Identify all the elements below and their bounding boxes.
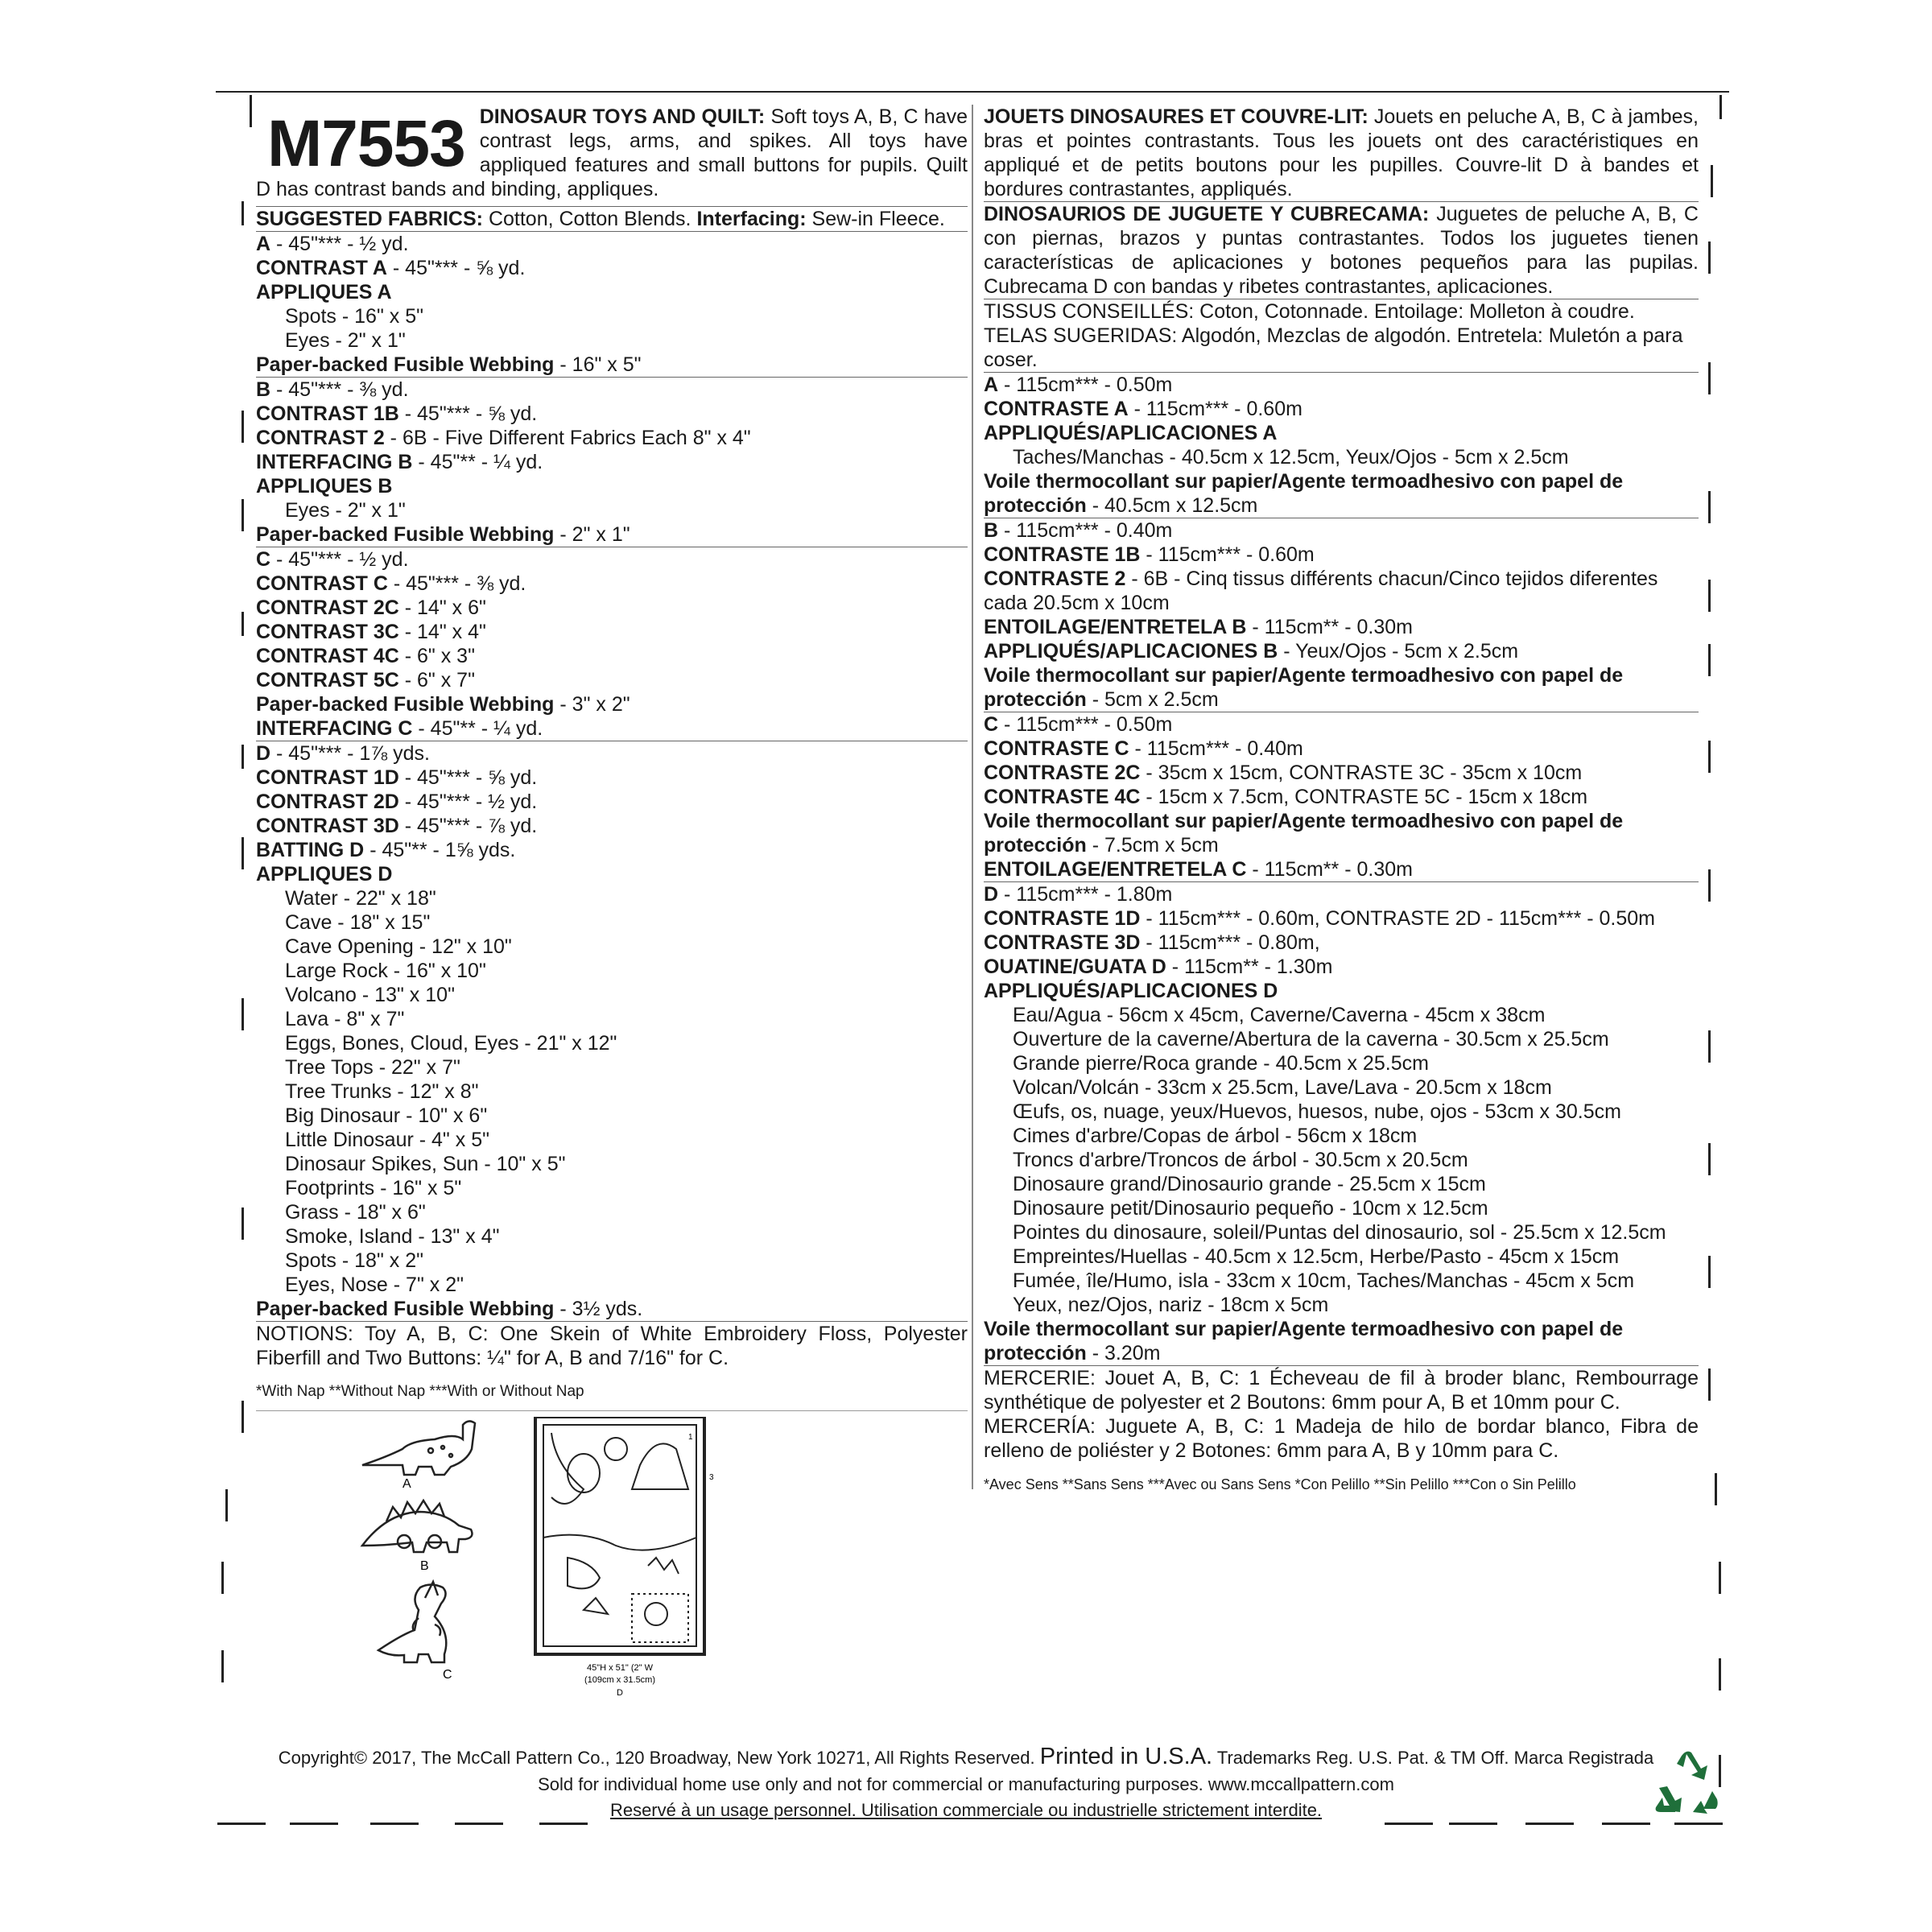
toy-c-label: C	[443, 1668, 452, 1682]
fr-line	[984, 785, 1699, 809]
fr-line	[984, 469, 1699, 518]
fr-line	[984, 809, 1699, 857]
edge-tick	[1708, 1256, 1711, 1288]
fr-line	[984, 615, 1699, 639]
fr-line: Œufs, os, nuage, yeux/Huevos, huesos, nube, ojos - 53cm x 30.5cm	[1013, 1100, 1621, 1123]
cut-dash	[1674, 1823, 1723, 1825]
fr-line: Yeux, nez/Ojos, nariz - 18cm x 5cm	[1013, 1294, 1329, 1316]
line-label: APPLIQUÉS/APLICACIONES B	[984, 640, 1278, 663]
spanish-intro	[984, 201, 1699, 299]
edge-tick	[1708, 869, 1711, 902]
line-value: - 45"*** - ½ yd.	[270, 233, 409, 255]
trademarks: Trademarks Reg. U.S. Pat. & TM Off. Marca Registrada	[1216, 1748, 1654, 1768]
line-label: CONTRAST C	[256, 572, 388, 595]
en-line: Little Dinosaur - 4" x 5"	[285, 1129, 489, 1151]
french-title: JOUETS DINOSAURES ET COUVRE-LIT:	[984, 105, 1368, 128]
line-label: Voile thermocollant sur papier/Agente termoadhesivo con papel de protección	[984, 810, 1624, 857]
english-column	[256, 105, 968, 1411]
line-value: - Yeux/Ojos - 5cm x 2.5cm	[1278, 640, 1519, 663]
quilt-corner-label-1: 1	[688, 1433, 693, 1442]
fr-line: Pointes du dinosaure, soleil/Puntas del dinosaurio, sol - 25.5cm x 12.5cm	[1013, 1221, 1666, 1244]
fr-line: Troncs d'arbre/Troncos de árbol - 30.5cm x 20.5cm	[1013, 1149, 1468, 1171]
en-line: Eggs, Bones, Cloud, Eyes - 21" x 12"	[285, 1032, 617, 1055]
line-value: - 115cm*** - 0.60m	[1128, 398, 1302, 420]
line-value: - 2" x 1"	[554, 523, 630, 546]
en-line	[256, 426, 968, 450]
spanish-description: Juguetes de peluche A, B, C con piernas, brazos y puntas contrastantes. Todos los juguetes tienen características de aplicaciones y botones pequeños para las pupilas. Cubrecama D con bandas y ribetes contrastantes, aplicaciones.	[984, 203, 1699, 298]
edge-tick	[1708, 1368, 1711, 1401]
edge-tick	[242, 1208, 244, 1240]
cut-dash	[455, 1823, 503, 1825]
en-line	[256, 522, 968, 547]
fr-line	[984, 737, 1699, 761]
edge-tick	[1708, 1030, 1711, 1063]
suggested-fabrics-line	[256, 206, 968, 231]
en-line: Eyes - 2" x 1"	[285, 329, 406, 352]
edge-tick	[1719, 95, 1722, 119]
line-label: ENTOILAGE/ENTRETELA B	[984, 616, 1247, 638]
line-value: - 45"** - ¼ yd.	[412, 717, 543, 740]
line-value: - 45"*** - ⅜ yd.	[270, 378, 409, 401]
fr-line	[984, 1317, 1699, 1365]
fr-line	[984, 857, 1699, 881]
cut-dash	[539, 1823, 588, 1825]
copyright: Copyright© 2017, The McCall Pattern Co., 120 Broadway, New York 10271, All Rights Reserved.	[278, 1748, 1035, 1768]
fr-line: Fumée, île/Humo, isla - 33cm x 10cm, Taches/Manchas - 45cm x 5cm	[1013, 1269, 1635, 1292]
toy-a-label: A	[402, 1477, 411, 1491]
edge-tick	[242, 837, 244, 869]
edge-tick	[1708, 362, 1711, 394]
line-value: - 45"*** - ½ yd.	[270, 548, 409, 571]
fr-line: Ouverture de la caverne/Abertura de la caverna - 30.5cm x 25.5cm	[1013, 1028, 1609, 1051]
edge-tick	[242, 612, 244, 636]
line-label: Voile thermocollant sur papier/Agente termoadhesivo con papel de protección	[984, 1318, 1624, 1364]
line-value: - 115cm*** - 0.40m	[998, 519, 1173, 542]
quilt-size-metric: (109cm x 31.5cm)	[584, 1675, 656, 1685]
en-line: APPLIQUES D	[256, 863, 393, 886]
quilt-d-label: D	[617, 1688, 623, 1698]
toy-b-label: B	[420, 1559, 429, 1573]
fr-line	[984, 567, 1699, 615]
mercerie: MERCERIE: Jouet A, B, C: 1 Écheveau de fil à broder blanc, Rembourrage synthétique de polyester et 2 Boutons: 6mm pour A, B et 10mm pour C.	[984, 1367, 1699, 1414]
en-line: APPLIQUES A	[256, 281, 392, 303]
en-line	[256, 766, 968, 790]
line-value: - 3½ yds.	[554, 1298, 643, 1320]
interfacing-label: Interfacing:	[696, 208, 807, 230]
en-line	[256, 790, 968, 814]
line-label: B	[256, 378, 271, 401]
en-line	[256, 1297, 968, 1321]
tissus-conseilles: TISSUS CONSEILLÉS: Coton, Cotonnade. Entoilage: Molleton à coudre.	[984, 299, 1699, 324]
edge-tick	[1708, 491, 1711, 523]
line-value: - 45"** - 1⅝ yds.	[364, 839, 516, 861]
en-line	[256, 450, 968, 474]
en-line	[256, 838, 968, 862]
edge-tick	[1711, 165, 1713, 197]
fr-line: Cimes d'arbre/Copas de árbol - 56cm x 18cm	[1013, 1125, 1418, 1147]
en-line: Footprints - 16" x 5"	[285, 1177, 462, 1199]
english-footnote: *With Nap **Without Nap ***With or Without Nap	[256, 1383, 584, 1400]
line-value: - 16" x 5"	[554, 353, 642, 376]
line-label: OUATINE/GUATA D	[984, 956, 1166, 978]
fr-line: Dinosaure grand/Dinosaurio grande - 25.5cm x 15cm	[1013, 1173, 1486, 1195]
cut-dash	[1385, 1823, 1433, 1825]
line-label: CONTRASTE A	[984, 398, 1129, 420]
fr-line	[984, 931, 1699, 955]
line-value: - 45"*** - ⅞ yd.	[398, 815, 538, 837]
fr-line: APPLIQUÉS/APLICACIONES A	[984, 422, 1278, 444]
line-label: CONTRASTE 4C	[984, 786, 1141, 808]
en-line: Eyes - 2" x 1"	[285, 499, 406, 522]
fr-line	[984, 663, 1699, 712]
fr-line	[984, 955, 1699, 979]
line-label: CONTRASTE C	[984, 737, 1129, 760]
line-label: D	[984, 883, 999, 906]
cut-dash	[217, 1823, 266, 1825]
french-description: Jouets en peluche A, B, C à jambes, bras et pointes contrastants. Tous les jouets ont des caractéristiques en appliqué et de petits boutons pour les pupilles. Couvre-lit D à bandes et bordures contrastantes, appliqués.	[984, 105, 1699, 200]
en-line	[256, 668, 968, 692]
line-value: - 14" x 6"	[398, 597, 486, 619]
fr-line	[984, 712, 1699, 737]
footnote-rule	[256, 1410, 968, 1411]
line-label: CONTRASTE 1B	[984, 543, 1141, 566]
french-spanish-footnote: *Avec Sens **Sans Sens ***Avec ou Sans Sens *Con Pelillo **Sin Pelillo ***Con o Sin Pelillo	[984, 1476, 1576, 1492]
line-value: - 6" x 3"	[398, 645, 475, 667]
line-label: CONTRAST A	[256, 257, 387, 279]
cut-dash	[370, 1823, 419, 1825]
french-spanish-column	[984, 105, 1699, 1495]
merceria: MERCERÍA: Juguete A, B, C: 1 Madeja de hilo de bordar blanco, Fibra de relleno de poliéster y 2 Botones: 6mm para A, B y 10mm para C.	[984, 1415, 1699, 1462]
en-line: Dinosaur Spikes, Sun - 10" x 5"	[285, 1153, 566, 1175]
line-value: - 45"*** - ⅝ yd.	[398, 402, 538, 425]
line-value: - 115cm*** - 1.80m	[998, 883, 1173, 906]
suggested-fabrics-label: SUGGESTED FABRICS:	[256, 208, 483, 230]
line-value: - 45"** - ¼ yd.	[412, 451, 543, 473]
en-line: Spots - 16" x 5"	[285, 305, 423, 328]
line-value: - 115cm*** - 0.50m	[998, 713, 1173, 736]
edge-tick	[1708, 644, 1711, 676]
edge-tick	[1708, 741, 1711, 773]
line-label: INTERFACING B	[256, 451, 413, 473]
fr-line: Eau/Agua - 56cm x 45cm, Caverne/Caverna - 45cm x 38cm	[1013, 1004, 1546, 1026]
en-line: Volcano - 13" x 10"	[285, 984, 455, 1006]
line-value: - 45"*** - 1⅞ yds.	[270, 742, 430, 765]
line-label: CONTRAST 2C	[256, 597, 399, 619]
en-line	[256, 547, 968, 572]
line-label: CONTRAST 4C	[256, 645, 399, 667]
fr-line	[984, 906, 1699, 931]
quilt-corner-label-3: 3	[709, 1473, 714, 1482]
metric-yardage-list	[984, 372, 1699, 1365]
en-line	[256, 572, 968, 596]
fr-line: Empreintes/Huellas - 40.5cm x 12.5cm, Herbe/Pasto - 45cm x 15cm	[1013, 1245, 1620, 1268]
line-art-illustrations	[354, 1417, 741, 1727]
line-label: CONTRAST 3C	[256, 621, 399, 643]
line-value: - 115cm** - 1.30m	[1166, 956, 1333, 978]
en-line: Smoke, Island - 13" x 4"	[285, 1225, 500, 1248]
en-line	[256, 716, 968, 741]
cut-dash	[1602, 1823, 1650, 1825]
top-border	[216, 91, 1729, 93]
line-label: CONTRAST 1D	[256, 766, 399, 789]
fr-line: Taches/Manchas - 40.5cm x 12.5cm, Yeux/Ojos - 5cm x 2.5cm	[1013, 446, 1569, 469]
line-label: CONTRAST 1B	[256, 402, 399, 425]
en-line	[256, 741, 968, 766]
en-line: Water - 22" x 18"	[285, 887, 436, 910]
line-label: CONTRASTE 2C	[984, 762, 1141, 784]
line-value: - 45"*** - ⅜ yd.	[387, 572, 526, 595]
dinosaur-toys-illustration	[354, 1417, 741, 1723]
pattern-code: M7553	[267, 107, 465, 180]
en-line	[256, 231, 968, 256]
line-value: - 14" x 4"	[398, 621, 486, 643]
edge-tick	[1708, 1143, 1711, 1175]
edge-tick	[242, 1401, 244, 1433]
line-label: BATTING D	[256, 839, 365, 861]
en-line	[256, 692, 968, 716]
line-label: C	[256, 548, 271, 571]
line-label: CONTRAST 2D	[256, 791, 399, 813]
en-line	[256, 644, 968, 668]
quilt-size: 45"H x 51" (2" W	[586, 1663, 654, 1673]
sold-for-line: Sold for individual home use only and not for commercial or manufacturing purposes. www.mccallpattern.com	[538, 1774, 1394, 1794]
line-value: - 6" x 7"	[398, 669, 475, 691]
fr-line: Dinosaure petit/Dinosaurio pequeño - 10cm x 12.5cm	[1013, 1197, 1488, 1220]
line-label: D	[256, 742, 271, 765]
suggested-fabrics-value: Cotton, Cotton Blends.	[488, 208, 691, 230]
line-label: CONTRAST 5C	[256, 669, 399, 691]
english-notions: NOTIONS: Toy A, B, C: One Skein of White Embroidery Floss, Polyester Fiberfill and Two Buttons: ¼" for A, B and 7/16" for C.	[256, 1323, 968, 1369]
edge-tick	[1708, 580, 1711, 612]
edge-tick	[1715, 1473, 1717, 1505]
line-label: CONTRAST 2	[256, 427, 385, 449]
line-value: - 115cm*** - 0.60m	[1140, 543, 1315, 566]
en-line	[256, 256, 968, 280]
en-line	[256, 377, 968, 402]
en-line: Big Dinosaur - 10" x 6"	[285, 1104, 488, 1127]
line-label: Voile thermocollant sur papier/Agente termoadhesivo con papel de protección	[984, 470, 1624, 517]
edge-tick	[242, 201, 244, 225]
line-label: Paper-backed Fusible Webbing	[256, 1298, 555, 1320]
fr-line	[984, 761, 1699, 785]
cut-dash	[1449, 1823, 1497, 1825]
edge-tick	[225, 1489, 228, 1521]
line-label: CONTRASTE 1D	[984, 907, 1141, 930]
line-value: - 115cm** - 0.30m	[1246, 858, 1413, 881]
line-value: - 45"*** - ½ yd.	[398, 791, 538, 813]
copyright-line	[0, 1743, 1932, 1772]
en-line: Lava - 8" x 7"	[285, 1008, 405, 1030]
en-line	[256, 353, 968, 377]
en-line: Grass - 18" x 6"	[285, 1201, 426, 1224]
en-line	[256, 402, 968, 426]
line-label: Paper-backed Fusible Webbing	[256, 353, 555, 376]
en-line	[256, 620, 968, 644]
edge-tick	[1719, 1562, 1721, 1594]
spanish-title: DINOSAURIOS DE JUGUETE Y CUBRECAMA:	[984, 203, 1430, 225]
fr-line	[984, 881, 1699, 906]
line-value: - 40.5cm x 12.5cm	[1086, 494, 1258, 517]
line-value: - 45"*** - ⅝ yd.	[398, 766, 538, 789]
line-label: A	[984, 374, 999, 396]
english-yardage-list	[256, 231, 968, 1321]
en-line: Large Rock - 16" x 10"	[285, 960, 486, 982]
cut-dash	[290, 1823, 338, 1825]
en-line: Tree Tops - 22" x 7"	[285, 1056, 460, 1079]
telas-sugeridas: TELAS SUGERIDAS: Algodón, Mezclas de algodón. Entretela: Muletón a para coser.	[984, 324, 1683, 371]
line-label: Voile thermocollant sur papier/Agente termoadhesivo con papel de protección	[984, 664, 1624, 711]
footer	[0, 1743, 1932, 1823]
line-value: - 45"*** - ⅝ yd.	[386, 257, 526, 279]
header-block	[256, 105, 968, 201]
en-line: Cave Opening - 12" x 10"	[285, 935, 512, 958]
line-label: ENTOILAGE/ENTRETELA C	[984, 858, 1247, 881]
line-value: - 15cm x 7.5cm, CONTRASTE 5C - 15cm x 18cm	[1140, 786, 1588, 808]
fr-line: Grande pierre/Roca grande - 40.5cm x 25.5cm	[1013, 1052, 1429, 1075]
column-divider	[972, 105, 973, 1489]
fr-line	[984, 397, 1699, 421]
en-line: Cave - 18" x 15"	[285, 911, 431, 934]
line-label: B	[984, 519, 999, 542]
line-value: - 6B - Five Different Fabrics Each 8" x 4"	[384, 427, 751, 449]
reserve-line: Reservé à un usage personnel. Utilisation commerciale ou industrielle strictement interdite.	[609, 1800, 1323, 1820]
line-value: - 7.5cm x 5cm	[1086, 834, 1219, 857]
edge-tick	[221, 1562, 224, 1594]
line-value: - 115cm*** - 0.50m	[998, 374, 1173, 396]
fr-line	[984, 543, 1699, 567]
line-value: - 35cm x 15cm, CONTRASTE 3C - 35cm x 10cm	[1140, 762, 1583, 784]
edge-tick	[1708, 242, 1711, 274]
cut-dash	[1525, 1823, 1574, 1825]
line-label: INTERFACING C	[256, 717, 413, 740]
edge-tick	[242, 998, 244, 1030]
edge-tick	[221, 1650, 224, 1682]
line-label: Paper-backed Fusible Webbing	[256, 693, 555, 716]
fr-line	[984, 372, 1699, 397]
fr-line	[984, 639, 1699, 663]
printed-in: Printed in U.S.A.	[1039, 1744, 1213, 1769]
english-description: Soft toys A, B, C have contrast legs, arms, and spikes. All toys have appliqued features and small buttons for pupils. Quilt D has contrast bands and binding, appliques.	[256, 105, 968, 200]
edge-tick	[242, 745, 244, 769]
fr-line	[984, 518, 1699, 543]
recycle-icon	[1654, 1751, 1719, 1818]
line-value: - 3.20m	[1086, 1342, 1161, 1364]
line-value: - 115cm*** - 0.40m	[1129, 737, 1303, 760]
line-value: - 5cm x 2.5cm	[1086, 688, 1219, 711]
edge-tick	[250, 95, 252, 127]
interfacing-value: Sew-in Fleece.	[811, 208, 945, 230]
edge-tick	[242, 499, 244, 531]
line-value: - 115cm** - 0.30m	[1246, 616, 1413, 638]
line-label: A	[256, 233, 271, 255]
en-line	[256, 596, 968, 620]
line-value: - 6B - Cinq tissus différents chacun/Cinco tejidos diferentes cada 20.5cm x 10cm	[984, 568, 1658, 614]
line-label: CONTRASTE 3D	[984, 931, 1141, 954]
en-line: Eyes, Nose - 7" x 2"	[285, 1274, 464, 1296]
line-value: - 3" x 2"	[554, 693, 630, 716]
line-label: CONTRAST 3D	[256, 815, 399, 837]
edge-tick	[1719, 1658, 1721, 1690]
line-value: - 115cm*** - 0.60m, CONTRASTE 2D - 115cm*** - 0.50m	[1140, 907, 1656, 930]
fr-line: Volcan/Volcán - 33cm x 25.5cm, Lave/Lava - 20.5cm x 18cm	[1013, 1076, 1552, 1099]
english-title: DINOSAUR TOYS AND QUILT:	[479, 105, 766, 128]
en-line: APPLIQUES B	[256, 475, 393, 497]
en-line: Tree Trunks - 12" x 8"	[285, 1080, 479, 1103]
french-intro	[984, 105, 1699, 201]
fr-line: APPLIQUÉS/APLICACIONES D	[984, 980, 1278, 1002]
edge-tick	[242, 411, 244, 443]
en-line	[256, 814, 968, 838]
line-value: - 115cm*** - 0.80m,	[1140, 931, 1320, 954]
line-label: C	[984, 713, 999, 736]
line-label: Paper-backed Fusible Webbing	[256, 523, 555, 546]
line-label: CONTRASTE 2	[984, 568, 1126, 590]
en-line: Spots - 18" x 2"	[285, 1249, 423, 1272]
quilt-illustration	[535, 1417, 714, 1698]
